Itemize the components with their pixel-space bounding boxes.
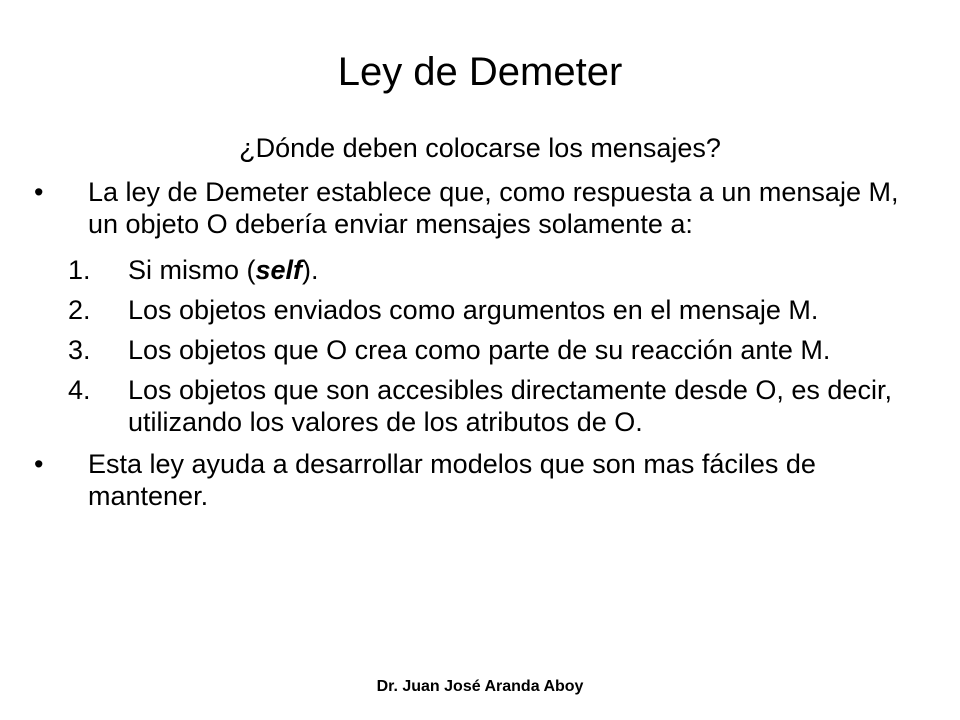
item-number: 3. (68, 335, 91, 365)
numbered-list (26, 254, 926, 438)
bullet-item (26, 448, 926, 512)
bullet-icon: • (34, 449, 44, 479)
bullet-text: Esta ley ayuda a desarrollar modelos que son mas fáciles de mantener. (88, 449, 816, 511)
item-number: 2. (68, 295, 91, 325)
item-text-after: ). (302, 255, 319, 285)
slide-content (26, 176, 926, 526)
item-text-before: Si mismo ( (128, 255, 256, 285)
item-emphasis: self (255, 255, 303, 285)
slide-title: Ley de Demeter (337, 50, 623, 94)
numbered-item (26, 254, 926, 286)
item-text: Los objetos enviados como argumentos en el mensaje M. (128, 295, 819, 325)
numbered-item (26, 374, 926, 438)
slide-subtitle: ¿Dónde deben colocarse los mensajes? (239, 133, 721, 163)
numbered-item (26, 334, 926, 366)
slide-footer: Dr. Juan José Aranda Aboy (376, 678, 584, 695)
item-text: Los objetos que O crea como parte de su reacción ante M. (128, 335, 831, 365)
item-number: 4. (68, 375, 91, 405)
bullet-text: La ley de Demeter establece que, como respuesta a un mensaje M, un objeto O debería enviar mensajes solamente a: (88, 177, 899, 239)
bullet-item (26, 176, 926, 240)
item-number: 1. (68, 255, 91, 285)
item-text: Los objetos que son accesibles directamente desde O, es decir, utilizando los valores de los atributos de O. (128, 375, 892, 437)
numbered-item (26, 294, 926, 326)
bullet-icon: • (34, 177, 44, 207)
